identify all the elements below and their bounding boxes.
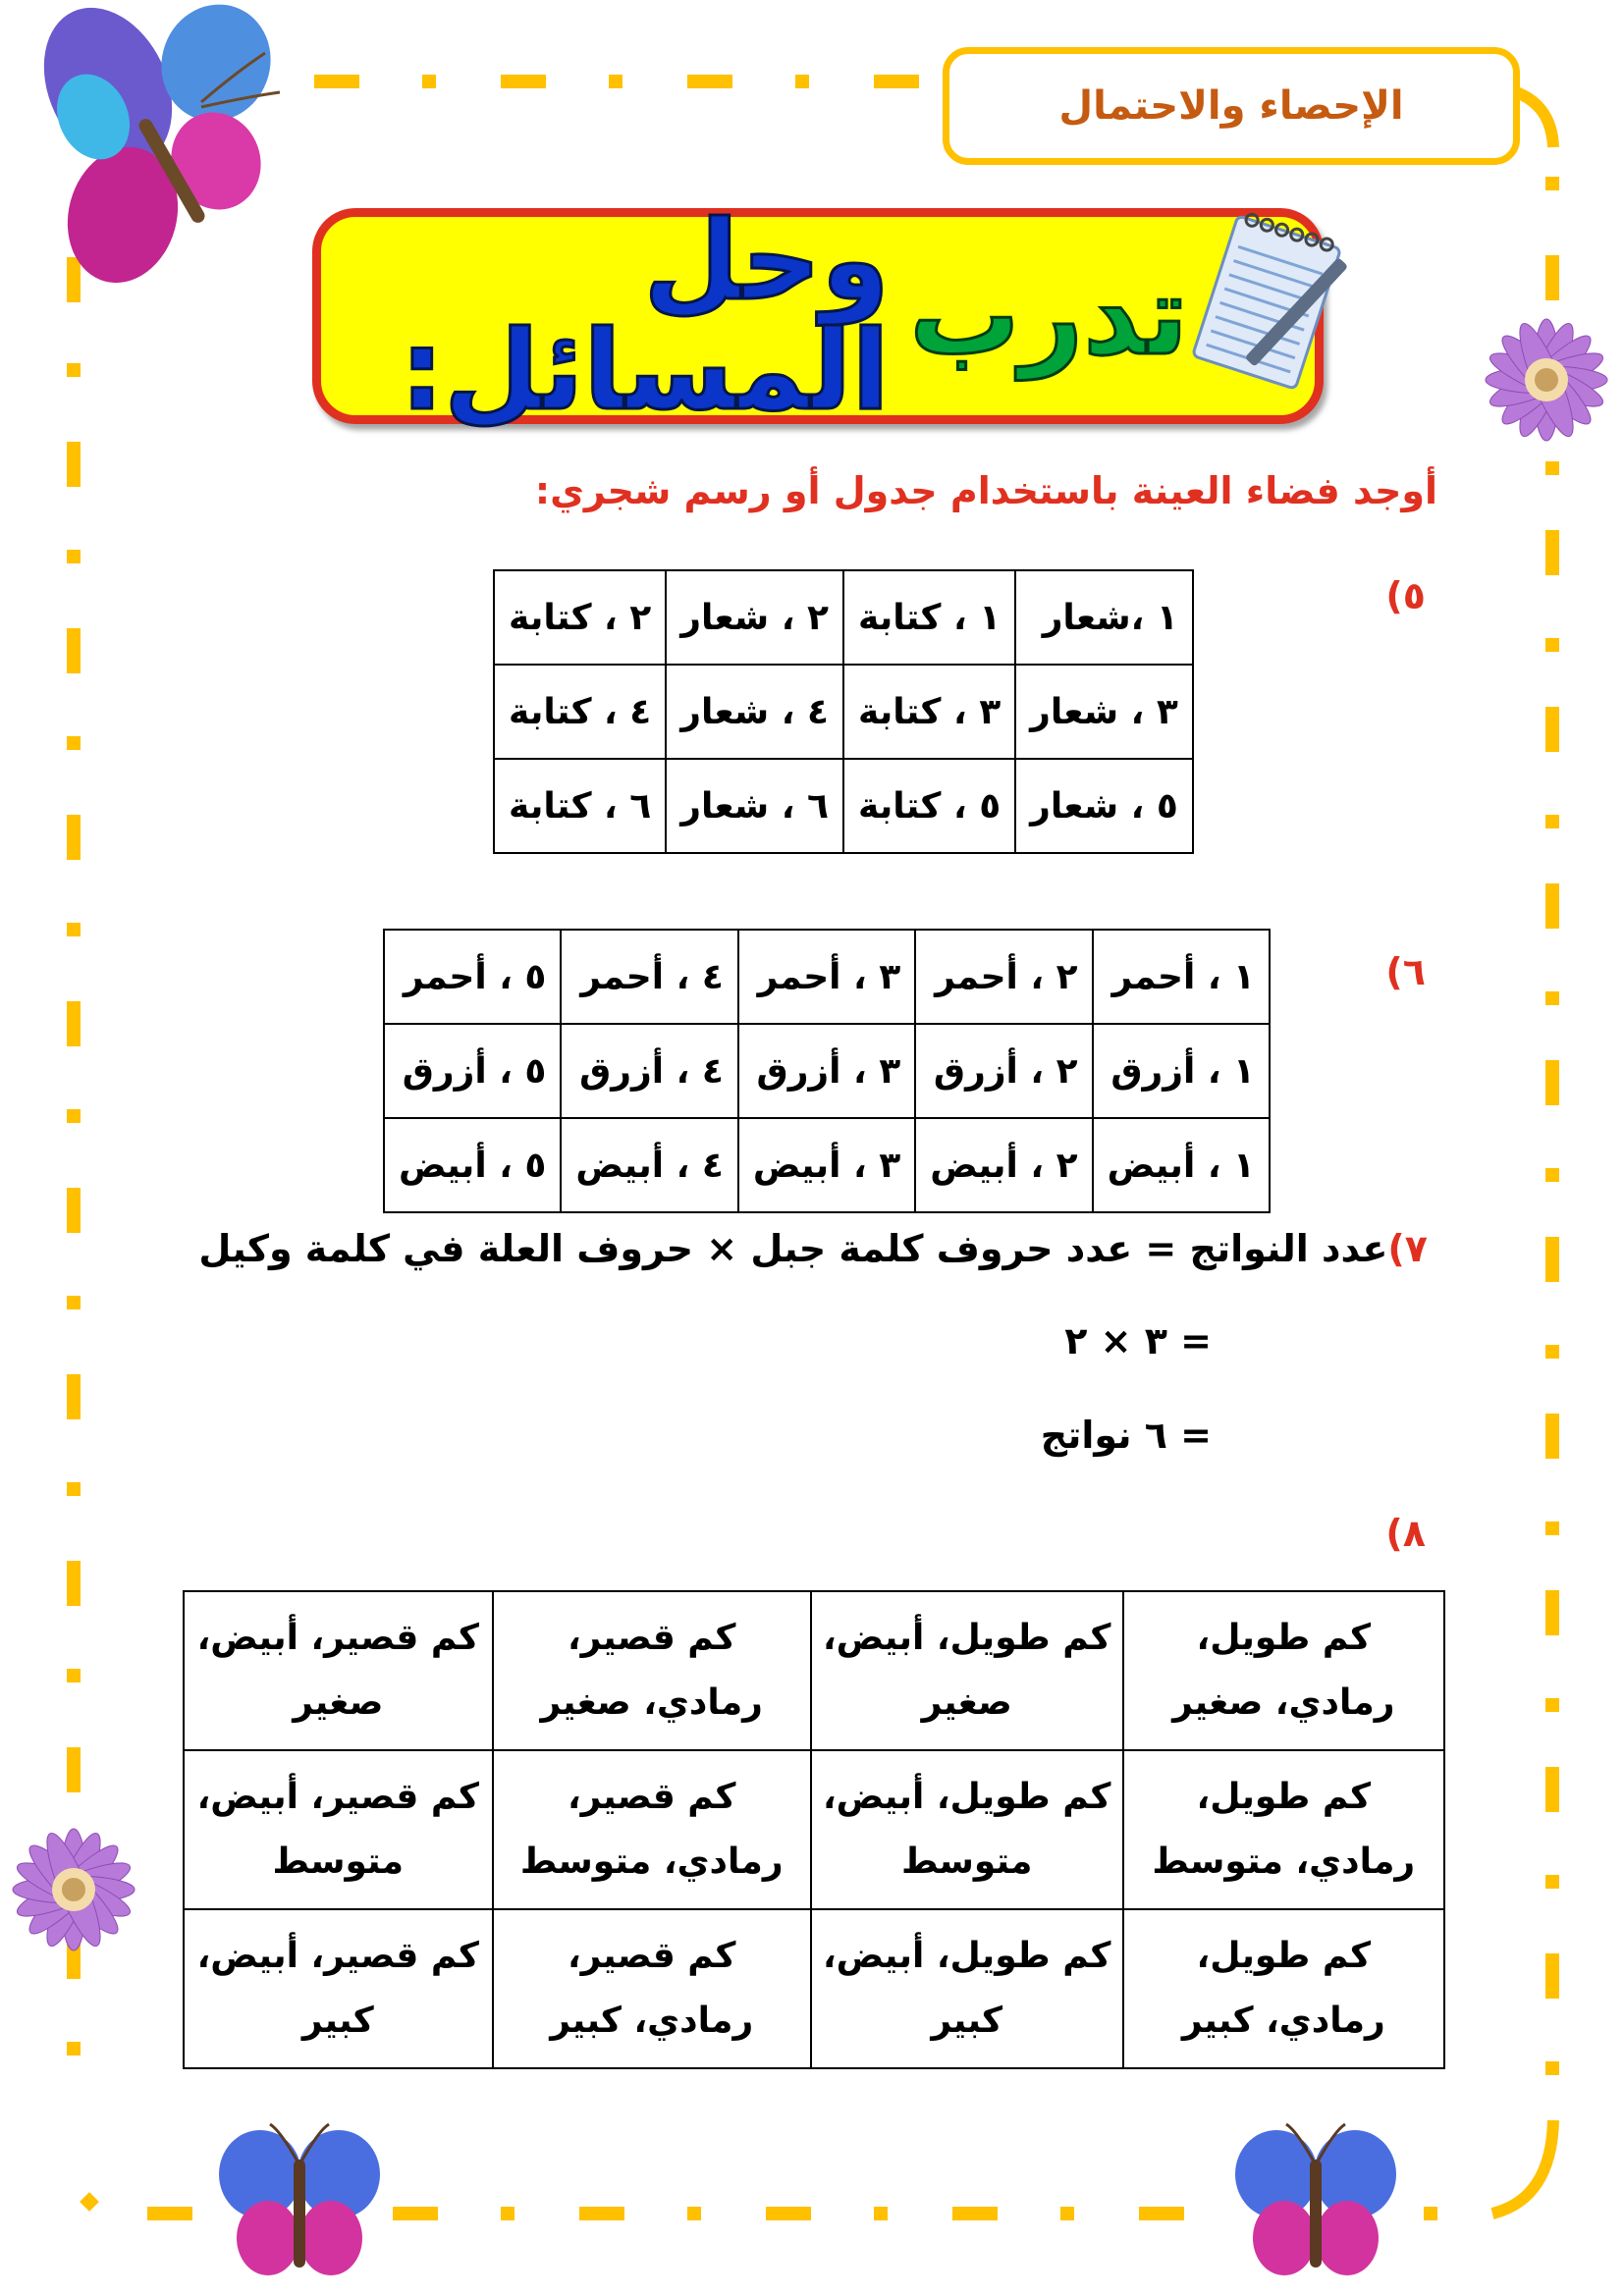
table-cell: ١ ، كتابة (843, 570, 1015, 665)
table-cell: ٢ ، أبيض (915, 1118, 1092, 1212)
table-cell: ٤ ، شعار (666, 665, 843, 759)
q7-result-line: = ٦ نواتج (1040, 1414, 1212, 1457)
topic-header (943, 47, 1520, 165)
question-number-6: ٦) (1385, 950, 1426, 993)
banner-word-2: وحل المسائل: (400, 197, 890, 435)
table-cell: كم قصير، رمادي، كبير (493, 1909, 811, 2068)
flower-icon (1473, 306, 1620, 454)
table-cell: ٢ ، شعار (666, 570, 843, 665)
table-cell: ١ ، أبيض (1093, 1118, 1270, 1212)
sample-space-table-q5 (493, 569, 1194, 854)
sample-space-table-q6 (383, 929, 1271, 1213)
table-cell: ٥ ، شعار (1015, 759, 1193, 853)
q7-statement-text: عدد النواتج = عدد حروف كلمة جبل × حروف العلة في كلمة وكيل (198, 1227, 1388, 1270)
question-number-5: ٥) (1385, 574, 1426, 617)
table-cell: ٥ ، كتابة (843, 759, 1015, 853)
table-cell: ٤ ، أبيض (561, 1118, 737, 1212)
table-cell: ١ ،شعار (1015, 570, 1193, 665)
table-cell: كم قصير، رمادي، صغير (493, 1591, 811, 1750)
banner-word-1: تدرب (909, 252, 1188, 380)
table-cell: كم قصير، أبيض، كبير (184, 1909, 493, 2068)
table-cell: ٥ ، أحمر (384, 930, 561, 1024)
table-cell: ٣ ، أزرق (738, 1024, 915, 1118)
table-cell: كم قصير، أبيض، متوسط (184, 1750, 493, 1909)
table-cell: ١ ، أزرق (1093, 1024, 1270, 1118)
table-cell: ٦ ، كتابة (494, 759, 666, 853)
table-cell: ٢ ، كتابة (494, 570, 666, 665)
butterfly-icon (20, 4, 295, 318)
topic-title: الإحصاء والاحتمال (1058, 83, 1404, 129)
sample-space-table-q8 (183, 1590, 1445, 2069)
table-cell: كم طويل، أبيض، متوسط (811, 1750, 1123, 1909)
table-cell: ٣ ، كتابة (843, 665, 1015, 759)
table-cell: كم طويل، رمادي، كبير (1123, 1909, 1444, 2068)
table-cell: كم طويل، أبيض، كبير (811, 1909, 1123, 2068)
butterfly-icon (1227, 2120, 1404, 2287)
table-cell: ٤ ، كتابة (494, 665, 666, 759)
question-number-8: ٨) (1385, 1512, 1426, 1555)
notepad-icon (1178, 204, 1355, 400)
table-cell: كم طويل، رمادي، متوسط (1123, 1750, 1444, 1909)
flower-icon (0, 1816, 147, 1963)
table-cell: ٥ ، أبيض (384, 1118, 561, 1212)
table-cell: ٤ ، أزرق (561, 1024, 737, 1118)
banner-title (324, 197, 1188, 435)
table-cell: ٢ ، أحمر (915, 930, 1092, 1024)
question-7-statement (198, 1227, 1428, 1270)
table-cell: ٣ ، أحمر (738, 930, 915, 1024)
table-cell: كم قصير، رمادي، متوسط (493, 1750, 811, 1909)
table-cell: كم قصير، أبيض، صغير (184, 1591, 493, 1750)
table-cell: كم طويل، رمادي، صغير (1123, 1591, 1444, 1750)
table-cell: ٢ ، أزرق (915, 1024, 1092, 1118)
table-cell: ٥ ، أزرق (384, 1024, 561, 1118)
instruction-text: أوجد فضاء العينة باستخدام جدول أو رسم شجري: (534, 469, 1437, 512)
q7-calculation-line: = ٣ × ٢ (1064, 1319, 1212, 1362)
table-cell: ٤ ، أحمر (561, 930, 737, 1024)
question-number-7: ٧) (1387, 1227, 1428, 1270)
table-cell: كم طويل، أبيض، صغير (811, 1591, 1123, 1750)
table-cell: ٣ ، أبيض (738, 1118, 915, 1212)
butterfly-icon (211, 2120, 388, 2287)
table-cell: ٣ ، شعار (1015, 665, 1193, 759)
table-cell: ٦ ، شعار (666, 759, 843, 853)
table-cell: ١ ، أحمر (1093, 930, 1270, 1024)
